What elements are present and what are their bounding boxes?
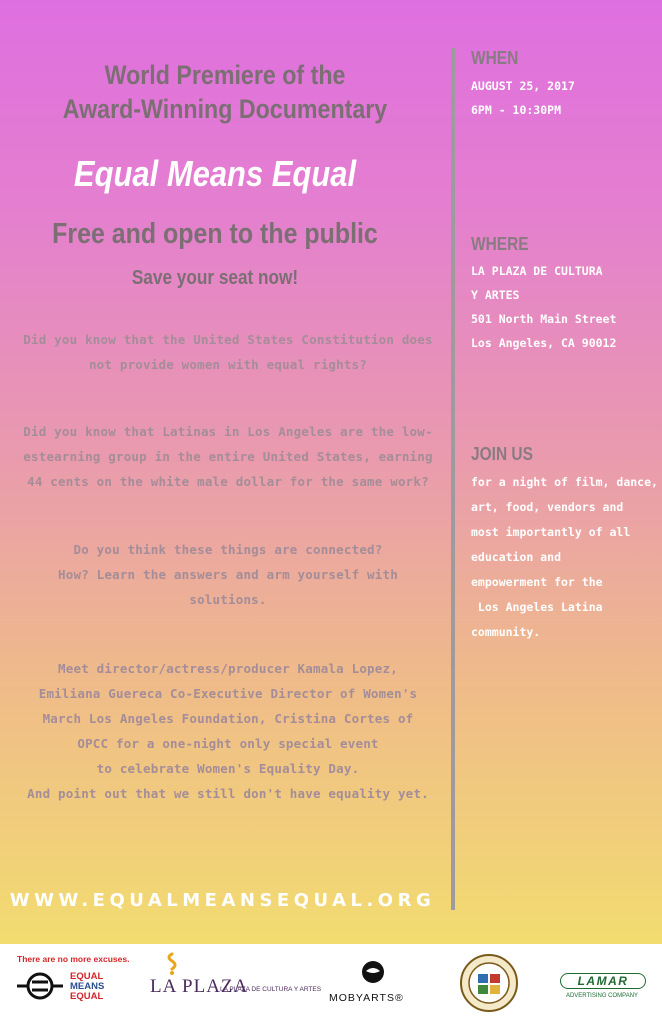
text-line: not provide women with equal rights? — [88, 357, 368, 372]
text-line: to celebrate Women's Equality Day. — [96, 761, 360, 776]
film-title: Equal Means Equal — [73, 153, 357, 194]
text-line: How? Learn the answers and arm yourself with — [58, 567, 398, 582]
text-line: education and — [471, 550, 562, 564]
text-line: art, food, vendors and — [471, 500, 624, 514]
text-line: 44 cents on the white male dollar for the same work? — [27, 474, 429, 489]
event-time: 6PM - 10:30PM — [471, 103, 562, 117]
headline-line-1: World Premiere of the — [104, 60, 346, 90]
where-details — [471, 259, 656, 355]
text-line: And point out that we still don't have equality yet. — [27, 786, 429, 801]
text-line: most importantly of all — [471, 525, 631, 539]
text-line: estearning group in the entire United States, earning — [23, 449, 433, 464]
save-seat-heading: Save your seat now! — [131, 267, 299, 289]
logo-word: EQUAL — [70, 971, 104, 982]
la-plaza-logo: LA PLAZA — [150, 976, 249, 997]
venue-line: LA PLAZA DE CULTURA — [471, 264, 603, 278]
when-details — [471, 74, 656, 122]
text-line: Emiliana Guereca Co-Executive Director of Women's — [38, 686, 418, 701]
join-details — [471, 470, 661, 645]
text-line: empowerment for the — [471, 575, 603, 589]
text-line: Did you know that the United States Constitution does — [23, 332, 433, 347]
logo-word: MEANS — [70, 981, 105, 992]
address-line: Los Angeles, CA 90012 — [471, 336, 617, 350]
text-line: OPCC for a one-night only special event — [77, 736, 379, 751]
paragraph-connected — [18, 537, 438, 612]
text-line: Meet director/actress/producer Kamala Lopez, — [58, 661, 398, 676]
venue-line: Y ARTES — [471, 288, 520, 302]
address-line: 501 North Main Street — [471, 312, 617, 326]
la-plaza-mark-icon — [150, 952, 190, 976]
event-date: AUGUST 25, 2017 — [471, 79, 575, 93]
equal-tagline: There are no more excuses. — [17, 954, 130, 964]
equal-symbol-icon — [17, 972, 63, 1000]
lamar-logo: LAMAR — [560, 973, 646, 989]
text-line: solutions. — [189, 592, 267, 607]
mobyarts-whale-icon — [360, 960, 386, 984]
website-link[interactable]: WWW.EQUALMEANSEQUAL.ORG — [9, 890, 436, 911]
join-heading: JOIN US — [471, 444, 533, 464]
la-plaza-subtitle: LA PLAZA DE CULTURA Y ARTES — [220, 986, 322, 993]
sponsor-logo-bar — [0, 944, 662, 1023]
county-seal-icon — [460, 954, 518, 1012]
text-line: Did you know that Latinas in Los Angeles are the low- — [23, 424, 433, 439]
text-line: Do you think these things are connected? — [73, 542, 383, 557]
logo-word: EQUAL — [70, 991, 104, 1002]
text-line: community. — [471, 625, 541, 639]
column-divider — [451, 48, 455, 910]
lamar-subtitle: ADVERTISING COMPANY — [565, 993, 639, 999]
paragraph-latinas — [18, 419, 438, 494]
when-heading: WHEN — [471, 48, 519, 68]
text-line: March Los Angeles Foundation, Cristina Cortes of — [42, 711, 414, 726]
paragraph-meet-director — [18, 656, 438, 806]
free-public-heading: Free and open to the public — [52, 218, 378, 250]
paragraph-constitution — [18, 327, 438, 377]
text-line: for a night of film, dance, — [471, 475, 658, 489]
headline-line-2: Award-Winning Documentary — [62, 94, 388, 124]
where-heading: WHERE — [471, 234, 529, 254]
equal-means-equal-logo — [70, 972, 104, 1002]
text-line: Los Angeles Latina — [471, 600, 603, 614]
mobyarts-logo: MOBYARTS® — [329, 992, 404, 1004]
